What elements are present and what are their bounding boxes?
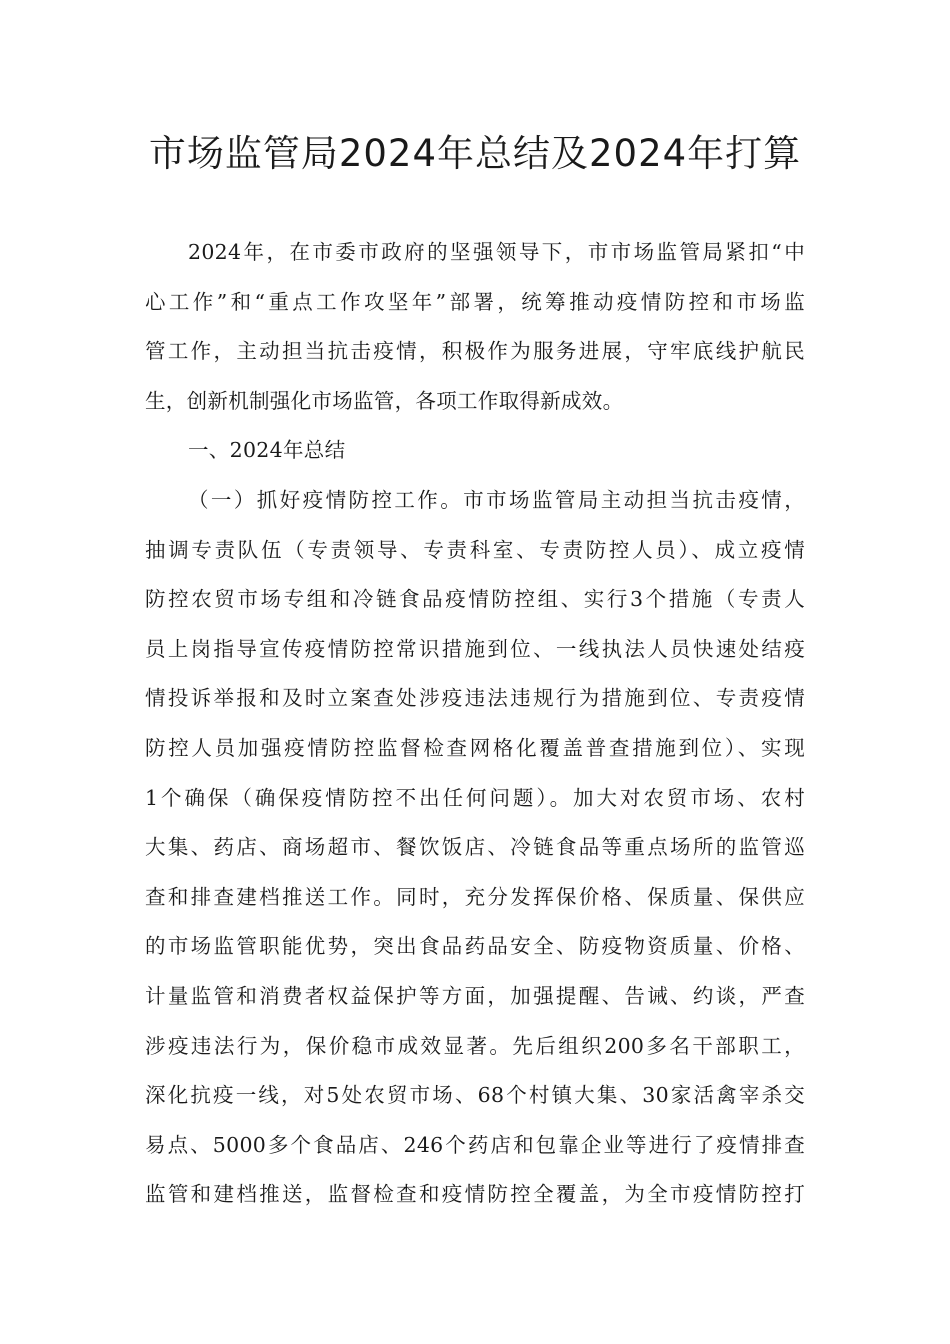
document-body	[145, 228, 805, 1220]
paragraph-line: 计量监管和消费者权益保护等方面，加强提醒、告诫、约谈，严查	[145, 983, 805, 1008]
paragraph-line: 抽调专责队伍（专责领导、专责科室、专责防控人员）、成立疫情	[145, 537, 805, 562]
paragraph-line: 防控农贸市场专组和冷链食品疫情防控组、实行3个措施（专责人	[145, 587, 805, 612]
paragraph-line: 监管和建档推送，监督检查和疫情防控全覆盖，为全市疫情防控打	[145, 1182, 805, 1207]
paragraph-line: 深化抗疫一线，对5处农贸市场、68个村镇大集、30家活禽宰杀交	[145, 1083, 805, 1108]
paragraph-line: （一）抓好疫情防控工作。市市场监管局主动担当抗击疫情，	[188, 487, 805, 512]
paragraph-line: 1个确保（确保疫情防控不出任何问题）。加大对农贸市场、农村	[145, 785, 805, 810]
paragraph-line: 管工作，主动担当抗击疫情，积极作为服务进展，守牢底线护航民	[145, 339, 805, 364]
paragraph-line: 2024年，在市委市政府的坚强领导下，市市场监管局紧扣“中	[188, 240, 805, 264]
section-heading: 一、2024年总结	[188, 438, 346, 463]
paragraph-line: 查和排查建档推送工作。同时，充分发挥保价格、保质量、保供应	[145, 884, 805, 909]
paragraph-line: 员上岗指导宣传疫情防控常识措施到位、一线执法人员快速处结疫	[145, 636, 805, 661]
paragraph-line: 易点、5000多个食品店、246个药店和包靠企业等进行了疫情排查	[145, 1132, 805, 1157]
document-title: 市场监管局2024年总结及2024年打算	[148, 132, 802, 175]
paragraph-line: 防控人员加强疫情防控监督检查网格化覆盖普查措施到位）、实现	[145, 735, 805, 760]
paragraph-line: 心工作”和“重点工作攻坚年”部署，统筹推动疫情防控和市场监	[145, 289, 805, 314]
paragraph-line: 情投诉举报和及时立案查处涉疫违法违规行为措施到位、专责疫情	[145, 686, 805, 711]
paragraph-line: 的市场监管职能优势，突出食品药品安全、防疫物资质量、价格、	[145, 934, 805, 959]
paragraph-line: 生，创新机制强化市场监管，各项工作取得新成效。	[145, 388, 624, 413]
paragraph-line: 涉疫违法行为，保价稳市成效显著。先后组织200多名干部职工，	[145, 1033, 805, 1058]
paragraph-line: 大集、药店、商场超市、餐饮饭店、冷链食品等重点场所的监管巡	[145, 835, 805, 860]
